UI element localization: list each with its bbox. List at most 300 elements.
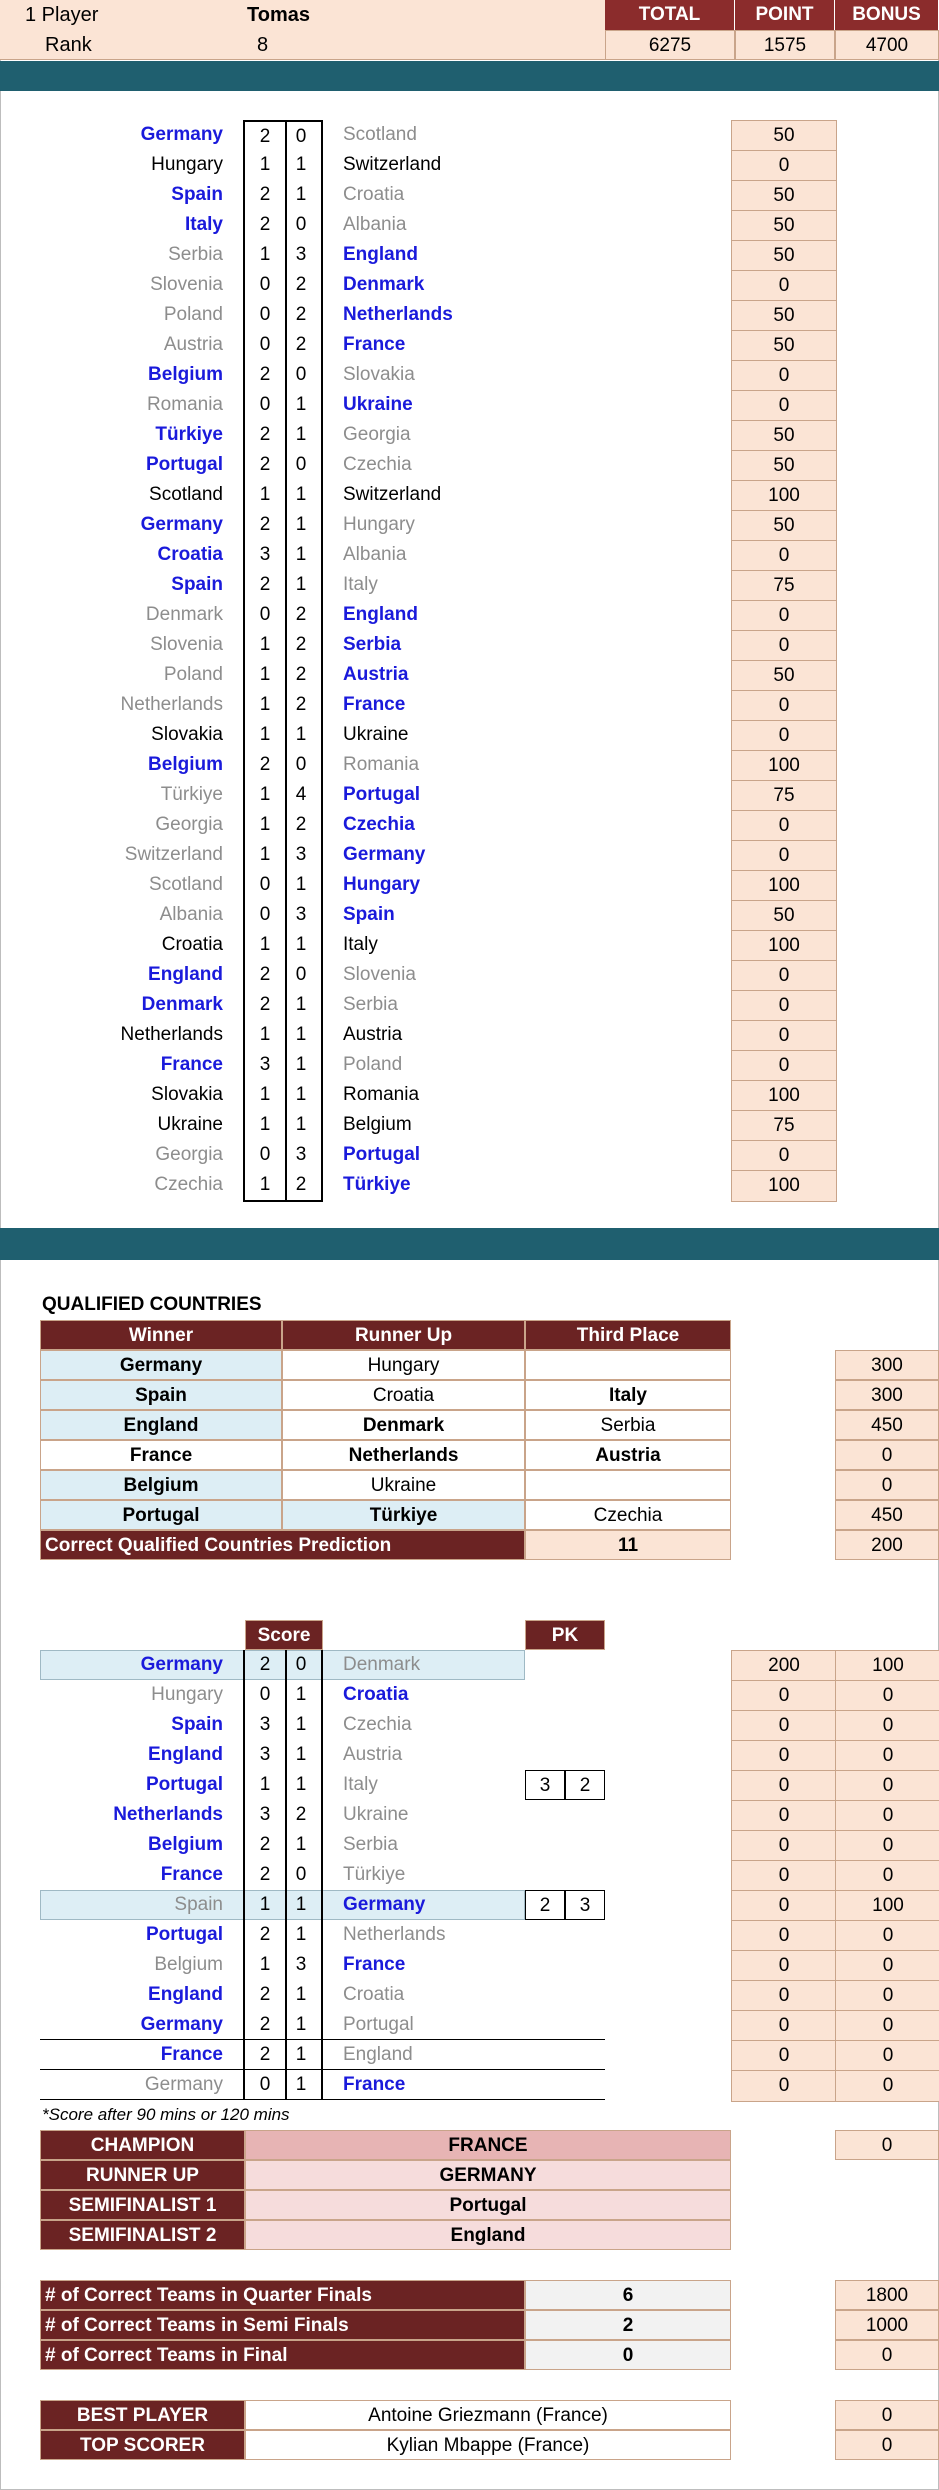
knockout-row [0, 1680, 939, 1710]
away-score[interactable]: 1 [281, 1020, 323, 1050]
knockout-bonus: 0 [835, 1950, 939, 1982]
knockout-bonus: 0 [835, 1740, 939, 1772]
away-score[interactable]: 3 [281, 900, 323, 930]
home-score[interactable]: 0 [243, 600, 287, 630]
away-score[interactable]: 1 [281, 2040, 323, 2070]
knockout-points: 200 [731, 1650, 837, 1682]
pk-away[interactable]: 2 [565, 1770, 605, 1800]
away-score[interactable]: 0 [281, 210, 323, 240]
home-team: Belgium [148, 1834, 223, 1855]
match-row [0, 150, 939, 180]
winner-cell[interactable]: Spain [40, 1380, 282, 1410]
home-team: Germany [144, 2074, 223, 2095]
away-score[interactable]: 1 [281, 720, 323, 750]
home-team: England [148, 964, 223, 985]
thirdplace-cell[interactable]: Italy [525, 1380, 731, 1410]
away-team: Albania [343, 544, 407, 565]
away-team: Georgia [343, 424, 411, 445]
away-score[interactable]: 2 [281, 630, 323, 660]
home-score[interactable]: 3 [243, 540, 287, 570]
correct-final-value: 0 [525, 2340, 731, 2370]
home-score[interactable]: 2 [243, 120, 287, 152]
away-team: Denmark [343, 1654, 421, 1675]
section-divider [0, 61, 939, 91]
home-score[interactable]: 1 [243, 1890, 287, 1920]
home-score[interactable]: 1 [243, 1020, 287, 1050]
home-team: Portugal [145, 1924, 223, 1945]
top-scorer-value[interactable]: Kylian Mbappe (France) [245, 2430, 731, 2460]
away-score[interactable]: 1 [281, 2010, 323, 2040]
match-points: 0 [731, 810, 837, 842]
thirdplace-cell[interactable]: Austria [525, 1440, 731, 1470]
home-score[interactable]: 2 [243, 2010, 287, 2040]
home-team: France [160, 1864, 223, 1885]
away-score[interactable]: 2 [281, 600, 323, 630]
knockout-points: 0 [731, 1980, 837, 2012]
home-score[interactable]: 2 [243, 210, 287, 240]
away-score[interactable]: 1 [281, 930, 323, 960]
knockout-row [0, 1890, 939, 1920]
away-score[interactable]: 1 [281, 570, 323, 600]
home-score[interactable]: 1 [243, 930, 287, 960]
away-team: Albania [343, 214, 407, 235]
away-score[interactable]: 1 [281, 1050, 323, 1080]
away-score[interactable]: 3 [281, 240, 323, 270]
thirdplace-cell[interactable] [525, 1350, 731, 1380]
match-row [0, 660, 939, 690]
away-score[interactable]: 1 [281, 1680, 323, 1710]
qualified-title: QUALIFIED COUNTRIES [42, 1294, 262, 1315]
correct-qf-points: 1800 [835, 2280, 939, 2310]
home-score[interactable]: 0 [243, 870, 287, 900]
match-points: 50 [731, 900, 837, 932]
thirdplace-cell[interactable]: Czechia [525, 1500, 731, 1530]
semifinalist1-value[interactable]: Portugal [245, 2190, 731, 2220]
home-team: Denmark [141, 994, 223, 1015]
away-score[interactable]: 2 [281, 690, 323, 720]
away-team: Belgium [343, 1114, 412, 1135]
home-team: Germany [140, 514, 223, 535]
home-score[interactable]: 2 [243, 510, 287, 540]
semifinalist2-label: SEMIFINALIST 2 [40, 2220, 245, 2250]
best-player-value[interactable]: Antoine Griezmann (France) [245, 2400, 731, 2430]
knockout-matches [0, 1650, 939, 2100]
correct-qualified-label: Correct Qualified Countries Prediction [40, 1530, 525, 1560]
away-team: Denmark [343, 274, 425, 295]
home-team: Portugal [145, 454, 223, 475]
away-score[interactable]: 1 [281, 1920, 323, 1950]
away-score[interactable]: 2 [281, 300, 323, 330]
away-score[interactable]: 0 [281, 1650, 323, 1680]
knockout-bonus: 0 [835, 1770, 939, 1802]
away-score[interactable]: 1 [281, 420, 323, 450]
away-score[interactable]: 1 [281, 1740, 323, 1770]
away-score[interactable]: 0 [281, 750, 323, 780]
knockout-points: 0 [731, 1740, 837, 1772]
away-score[interactable]: 1 [281, 1830, 323, 1860]
match-points: 0 [731, 360, 837, 392]
match-points: 0 [731, 150, 837, 182]
away-score[interactable]: 2 [281, 270, 323, 300]
away-team: Italy [343, 1774, 378, 1795]
away-score[interactable]: 2 [281, 660, 323, 690]
away-team: France [343, 694, 406, 715]
home-team: Spain [171, 1714, 223, 1735]
away-team: England [343, 604, 418, 625]
section-divider-2 [0, 1228, 939, 1260]
away-score[interactable]: 2 [281, 330, 323, 360]
away-team: France [343, 2074, 406, 2095]
knockout-points: 0 [731, 1800, 837, 1832]
away-team: Türkiye [343, 1864, 406, 1885]
home-score[interactable]: 1 [243, 1950, 287, 1980]
home-team: Belgium [148, 364, 223, 385]
away-score[interactable]: 1 [281, 1890, 323, 1920]
match-points: 50 [731, 510, 837, 542]
home-score[interactable]: 1 [243, 840, 287, 870]
knockout-points: 0 [731, 1860, 837, 1892]
home-score[interactable]: 1 [243, 630, 287, 660]
match-row [0, 930, 939, 960]
home-score[interactable]: 2 [243, 450, 287, 480]
home-team: Slovakia [151, 724, 223, 745]
home-score[interactable]: 2 [243, 990, 287, 1020]
match-points: 75 [731, 1110, 837, 1142]
away-score[interactable]: 3 [281, 1140, 323, 1170]
away-score[interactable]: 0 [281, 1860, 323, 1890]
runnerup-cell[interactable]: Türkiye [282, 1500, 525, 1530]
away-score[interactable]: 1 [281, 2070, 323, 2100]
away-score[interactable]: 1 [281, 1710, 323, 1740]
winner-cell[interactable]: Belgium [40, 1470, 282, 1500]
home-score[interactable]: 3 [243, 1710, 287, 1740]
match-points: 100 [731, 480, 837, 512]
away-team: Czechia [343, 454, 412, 475]
knockout-points: 0 [731, 1920, 837, 1952]
home-score[interactable]: 2 [243, 2040, 287, 2070]
away-team: Portugal [343, 784, 421, 805]
match-row [0, 240, 939, 270]
match-row [0, 630, 939, 660]
away-score[interactable]: 0 [281, 360, 323, 390]
knockout-row [0, 1950, 939, 1980]
match-points: 0 [731, 630, 837, 662]
away-team: Romania [343, 754, 420, 775]
knockout-row [0, 2070, 939, 2100]
winner-col-header: Winner [40, 1320, 282, 1350]
away-team: Austria [343, 664, 409, 685]
thirdplace-col-header: Third Place [525, 1320, 731, 1350]
away-score[interactable]: 4 [281, 780, 323, 810]
away-score[interactable]: 0 [281, 120, 323, 152]
away-team: Czechia [343, 814, 415, 835]
qualified-points: 300 [835, 1380, 939, 1410]
home-team: Austria [163, 334, 223, 355]
home-score[interactable]: 3 [243, 1740, 287, 1770]
match-row [0, 180, 939, 210]
pk-home[interactable]: 3 [525, 1770, 565, 1800]
match-points: 0 [731, 1050, 837, 1082]
away-score[interactable]: 1 [281, 1080, 323, 1110]
correct-qualified-count: 11 [525, 1530, 731, 1560]
home-team: Italy [184, 214, 223, 235]
away-score[interactable]: 1 [281, 1770, 323, 1800]
home-score[interactable]: 1 [243, 810, 287, 840]
winner-cell[interactable]: Germany [40, 1350, 282, 1380]
home-score[interactable]: 3 [243, 1050, 287, 1080]
away-team: Czechia [343, 1714, 412, 1735]
match-points: 0 [731, 690, 837, 722]
knockout-row [0, 1980, 939, 2010]
match-row [0, 120, 939, 150]
home-score[interactable]: 0 [243, 270, 287, 300]
home-score[interactable]: 1 [243, 480, 287, 510]
runnerup-value[interactable]: GERMANY [245, 2160, 731, 2190]
runnerup-cell[interactable]: Hungary [282, 1350, 525, 1380]
home-score[interactable]: 2 [243, 360, 287, 390]
away-team: Italy [343, 934, 378, 955]
home-score[interactable]: 1 [243, 690, 287, 720]
home-team: Türkiye [155, 424, 223, 445]
away-score[interactable]: 0 [281, 450, 323, 480]
home-team: Serbia [168, 244, 223, 265]
home-team: Denmark [145, 604, 223, 625]
thirdplace-cell[interactable] [525, 1470, 731, 1500]
home-team: Slovenia [150, 634, 223, 655]
knockout-bonus: 0 [835, 1860, 939, 1892]
home-score[interactable]: 2 [243, 1830, 287, 1860]
runnerup-cell[interactable]: Denmark [282, 1410, 525, 1440]
match-row [0, 390, 939, 420]
home-score[interactable]: 2 [243, 1980, 287, 2010]
away-team: Croatia [343, 1684, 409, 1705]
best-player-points: 0 [835, 2400, 939, 2430]
away-score[interactable]: 1 [281, 180, 323, 210]
match-points: 100 [731, 750, 837, 782]
away-team: Scotland [343, 124, 417, 145]
winner-cell[interactable]: France [40, 1440, 282, 1470]
away-score[interactable]: 1 [281, 390, 323, 420]
champion-value[interactable]: FRANCE [245, 2130, 731, 2160]
knockout-points: 0 [731, 1950, 837, 1982]
home-score[interactable]: 0 [243, 1140, 287, 1170]
knockout-row [0, 2010, 939, 2040]
match-row [0, 600, 939, 630]
knockout-points: 0 [731, 1710, 837, 1742]
match-row [0, 1110, 939, 1140]
thirdplace-cell[interactable]: Serbia [525, 1410, 731, 1440]
home-score[interactable]: 1 [243, 720, 287, 750]
correct-qualified-points: 200 [835, 1530, 939, 1560]
match-row [0, 840, 939, 870]
away-team: Germany [343, 844, 426, 865]
match-row [0, 330, 939, 360]
score-header: Score [245, 1620, 323, 1650]
home-team: Spain [171, 574, 223, 595]
home-score[interactable]: 2 [243, 570, 287, 600]
home-score[interactable]: 2 [243, 1920, 287, 1950]
home-team: Belgium [154, 1954, 223, 1975]
home-score[interactable]: 0 [243, 2070, 287, 2100]
knockout-bonus: 0 [835, 2040, 939, 2072]
home-team: France [160, 1054, 223, 1075]
home-team: Netherlands [113, 1804, 223, 1825]
away-team: Romania [343, 1084, 420, 1105]
away-score[interactable]: 1 [281, 150, 323, 180]
qualified-table [0, 1350, 939, 1530]
away-score[interactable]: 2 [281, 810, 323, 840]
away-score[interactable]: 2 [281, 1170, 323, 1202]
match-row [0, 870, 939, 900]
knockout-bonus: 0 [835, 2010, 939, 2042]
knockout-points: 0 [731, 2040, 837, 2072]
home-score[interactable]: 2 [243, 960, 287, 990]
away-team: Croatia [343, 1984, 405, 2005]
away-score[interactable]: 1 [281, 1110, 323, 1140]
winner-cell[interactable]: England [40, 1410, 282, 1440]
away-score[interactable]: 1 [281, 540, 323, 570]
home-score[interactable]: 0 [243, 1680, 287, 1710]
match-points: 75 [731, 780, 837, 812]
home-team: Croatia [157, 544, 223, 565]
home-score[interactable]: 0 [243, 300, 287, 330]
match-row [0, 960, 939, 990]
away-score[interactable]: 1 [281, 480, 323, 510]
home-score[interactable]: 0 [243, 390, 287, 420]
home-score[interactable]: 2 [243, 1860, 287, 1890]
away-score[interactable]: 0 [281, 960, 323, 990]
qualified-points: 0 [835, 1470, 939, 1500]
match-row [0, 570, 939, 600]
qualified-points: 300 [835, 1350, 939, 1380]
knockout-points: 0 [731, 2010, 837, 2042]
knockout-bonus: 0 [835, 1710, 939, 1742]
away-team: Switzerland [343, 154, 442, 175]
knockout-points: 0 [731, 1680, 837, 1712]
home-score[interactable]: 3 [243, 1800, 287, 1830]
home-score[interactable]: 2 [243, 1650, 287, 1680]
correct-sf-value: 2 [525, 2310, 731, 2340]
runnerup-cell[interactable]: Croatia [282, 1380, 525, 1410]
match-points: 0 [731, 540, 837, 572]
knockout-points: 0 [731, 2070, 837, 2102]
pk-home[interactable]: 2 [525, 1890, 565, 1920]
pk-away[interactable]: 3 [565, 1890, 605, 1920]
home-team: Hungary [151, 154, 223, 175]
away-team: England [343, 2044, 413, 2065]
away-score[interactable]: 3 [281, 840, 323, 870]
rank-value: 8 [257, 34, 269, 56]
away-score[interactable]: 2 [281, 1800, 323, 1830]
knockout-row [0, 1800, 939, 1830]
top-scorer-points: 0 [835, 2430, 939, 2460]
away-score[interactable]: 1 [281, 870, 323, 900]
match-row [0, 780, 939, 810]
home-score[interactable]: 1 [243, 780, 287, 810]
home-score[interactable]: 2 [243, 750, 287, 780]
away-team: Hungary [343, 874, 421, 895]
match-points: 0 [731, 990, 837, 1022]
point-header: POINT [735, 0, 835, 30]
match-points: 0 [731, 600, 837, 632]
match-points: 75 [731, 570, 837, 602]
home-score[interactable]: 0 [243, 330, 287, 360]
top-scorer-label: TOP SCORER [40, 2430, 245, 2460]
runnerup-cell[interactable]: Netherlands [282, 1440, 525, 1470]
match-points: 50 [731, 420, 837, 452]
home-score[interactable]: 1 [243, 240, 287, 270]
rank-label: Rank [45, 34, 92, 56]
away-team: France [343, 334, 406, 355]
home-team: Hungary [151, 1684, 223, 1705]
champion-label: CHAMPION [40, 2130, 245, 2160]
away-score[interactable]: 3 [281, 1950, 323, 1980]
match-points: 0 [731, 270, 837, 302]
away-team: Ukraine [343, 724, 409, 745]
match-points: 100 [731, 930, 837, 962]
correct-qf-value: 6 [525, 2280, 731, 2310]
home-team: Scotland [149, 484, 223, 505]
match-points: 50 [731, 450, 837, 482]
match-points: 0 [731, 960, 837, 992]
total-value: 6275 [605, 30, 735, 60]
home-team: France [160, 2044, 223, 2065]
match-row [0, 450, 939, 480]
home-score[interactable]: 1 [243, 1770, 287, 1800]
knockout-row [0, 1830, 939, 1860]
away-score[interactable]: 1 [281, 990, 323, 1020]
home-team: Spain [174, 1894, 223, 1915]
champion-points: 0 [835, 2130, 939, 2160]
match-row [0, 420, 939, 450]
home-score[interactable]: 1 [243, 660, 287, 690]
home-score[interactable]: 2 [243, 420, 287, 450]
home-team: Germany [140, 124, 223, 145]
away-team: Hungary [343, 514, 415, 535]
away-team: Germany [343, 1894, 426, 1915]
knockout-row [0, 1710, 939, 1740]
player-name[interactable]: Tomas [247, 4, 310, 26]
match-row [0, 750, 939, 780]
home-score[interactable]: 1 [243, 1170, 287, 1202]
match-row [0, 1020, 939, 1050]
knockout-row [0, 1920, 939, 1950]
home-team: Georgia [155, 1144, 223, 1165]
correct-sf-label: # of Correct Teams in Semi Finals [40, 2310, 525, 2340]
match-row [0, 690, 939, 720]
bonus-value: 4700 [835, 30, 939, 60]
semifinalist2-value[interactable]: England [245, 2220, 731, 2250]
away-score[interactable]: 1 [281, 1980, 323, 2010]
away-score[interactable]: 1 [281, 510, 323, 540]
knockout-bonus: 100 [835, 1890, 939, 1922]
home-score[interactable]: 1 [243, 150, 287, 180]
away-team: Croatia [343, 184, 405, 205]
away-team: Portugal [343, 1144, 421, 1165]
knockout-row [0, 1770, 939, 1800]
home-score[interactable]: 0 [243, 900, 287, 930]
winner-cell[interactable]: Portugal [40, 1500, 282, 1530]
home-score[interactable]: 1 [243, 1110, 287, 1140]
runnerup-cell[interactable]: Ukraine [282, 1470, 525, 1500]
home-score[interactable]: 1 [243, 1080, 287, 1110]
correct-final-points: 0 [835, 2340, 939, 2370]
away-team: Türkiye [343, 1174, 411, 1195]
away-team: Serbia [343, 634, 402, 655]
qualified-points: 0 [835, 1440, 939, 1470]
match-row [0, 510, 939, 540]
home-score[interactable]: 2 [243, 180, 287, 210]
